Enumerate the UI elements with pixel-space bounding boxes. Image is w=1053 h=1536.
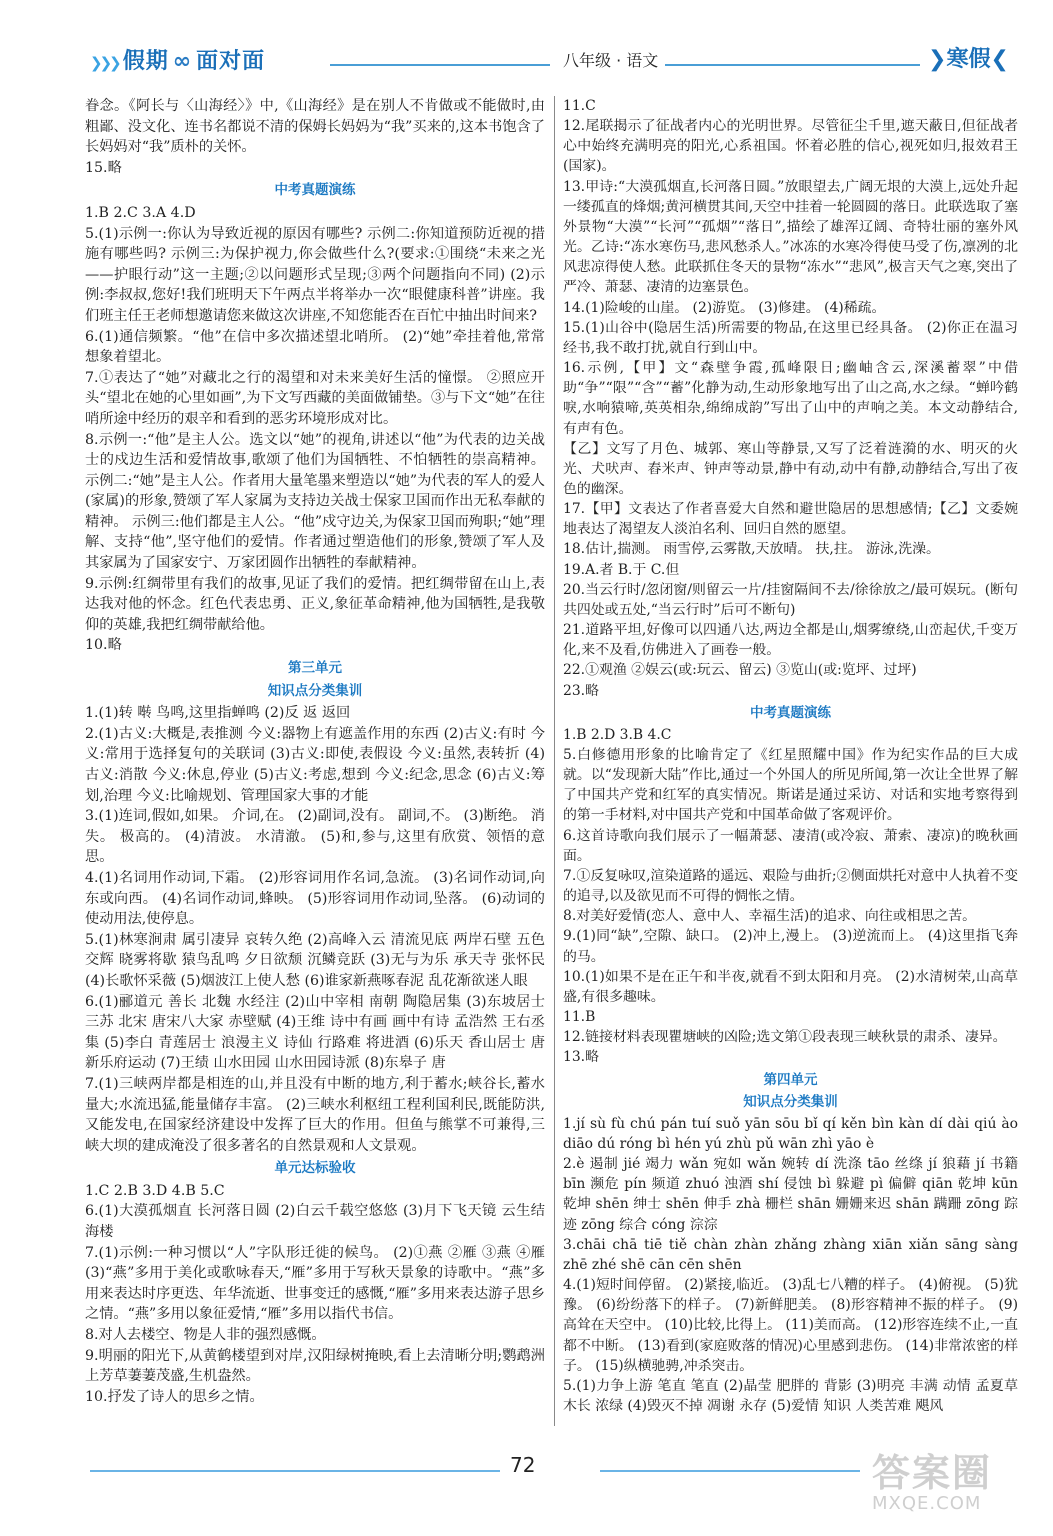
- answer-paragraph: 9.明丽的阳光下,从黄鹤楼望到对岸,汉阳绿树掩映,看上去清晰分明;鹦鹉洲上芳草萋萋茂盛,生机盎然。: [85, 1347, 545, 1385]
- section-heading: 第三单元: [288, 660, 342, 677]
- badge-text: 寒假: [946, 47, 991, 72]
- answer-paragraph: 8.对人去楼空、物是人非的强烈感慨。: [85, 1327, 326, 1344]
- section-heading: 中考真题演练: [274, 182, 356, 199]
- answer-paragraph: 7.(1)三峡两岸都是相连的山,并且没有中断的地方,利于蓄水;峡谷长,蓄水量大;水流迅猛,能量储存丰富。 (2)三峡水利枢纽工程利国利民,既能防洪,又能发电,在国家经济建设中发挥了巨大的作用。但鱼与熊掌不可兼得,三峡大坝的建成淹没了很多著名的自然景观和人文景观。: [85, 1075, 545, 1154]
- section-heading: 单元达标验收: [274, 1160, 356, 1177]
- section-heading: 知识点分类集训: [267, 682, 363, 699]
- watermark-domain: MXQE.COM: [872, 1493, 982, 1514]
- answer-paragraph: 22.①观渔 ②娱云(或:玩云、留云) ③览山(或:览坪、过坪): [563, 662, 917, 679]
- answer-paragraph: 8.对美好爱情(恋人、意中人、幸福生活)的追求、向往或相思之苦。: [563, 908, 977, 925]
- answer-paragraph: 5.(1)示例一:你认为导致近视的原因有哪些? 示例二:你知道预防近视的措施有哪些吗? 示例三:为保护视力,你会做些什么?(要求:①围绕“未来之光——护眼行动”这一主题;②以问题形式呈现;③两个问题指向不同) (2)示例:李叔叔,您好!我们班明天下午两点半将举办一次“眼健康科普”讲座。我们班主任王老师想邀请您来做这次讲座,不知您能否在百忙中抽出时间来?: [85, 225, 545, 324]
- answer-paragraph: 15.略: [85, 159, 122, 176]
- answer-paragraph: 12.链接材料表现瞿塘峡的凶险;选文第①段表现三峡秋景的肃杀、凄异。: [563, 1029, 1007, 1046]
- answer-paragraph: 7.(1)示例:一种习惯以“人”字队形迁徙的候鸟。 (2)①燕 ②雁 ③燕 ④雁 (3)“燕”多用于美化或歌咏春天,“雁”多用于写秋天景象的诗歌中。“燕”多用来表达时序更迭、年华流逝、世事变迁的感慨,“雁”多用来表达游子思乡之情。“燕”多用以象征爱情,“雁”多用以指代书信。: [85, 1244, 545, 1323]
- brand-mark-icon: ∞: [172, 49, 193, 74]
- watermark-text: 答案圈: [872, 1451, 993, 1495]
- answer-paragraph: 1.C 2.B 3.D 4.B 5.C: [85, 1182, 225, 1199]
- answer-paragraph: 14.(1)险峻的山崖。 (2)游览。 (3)修建。 (4)稀疏。: [563, 299, 886, 316]
- answer-paragraph: 7.①反复咏叹,渲染道路的遥远、艰险与曲折;②侧面烘托对意中人执着不变的追寻,以及欲见而不可得的惆怅之情。: [563, 867, 1018, 905]
- answer-paragraph: 【乙】文写了月色、城郭、寒山等静景,又写了泛着涟漪的水、明灭的火光、犬吠声、舂米声、钟声等动景,静中有动,动中有静,动静结合,写出了夜色的幽深。: [563, 440, 1018, 497]
- answer-paragraph: 10.(1)如果不是在正午和半夜,就看不到太阳和月亮。 (2)水清树荣,山高草盛,有很多趣味。: [563, 968, 1018, 1005]
- section-heading: 第四单元: [763, 1071, 818, 1088]
- answer-paragraph: 23.略: [563, 682, 599, 699]
- column-divider: [554, 96, 555, 1426]
- grade-subject-label: 八年级 · 语文: [563, 51, 659, 70]
- page-header: [0, 0, 1053, 80]
- answer-paragraph: 眷念。《阿长与〈山海经〉》中,《山海经》是在别人不肯做或不能做时,由粗鄙、没文化、连书名都说不清的保姆长妈妈为“我”买来的,这本书饱含了长妈妈对“我”质朴的关怀。: [85, 98, 545, 156]
- winter-holiday-badge: [928, 42, 1009, 73]
- answer-paragraph: 3.(1)连词,假如,如果。 介词,在。 (2)副词,没有。 副词,不。 (3)断绝。 消失。 极高的。 (4)清波。 水清澈。 (5)和,参与,这里有欣赏、领悟的意思。: [85, 808, 545, 866]
- answer-paragraph: 1.B 2.D 3.B 4.C: [563, 726, 672, 743]
- page-number: 72: [510, 1453, 536, 1477]
- answer-paragraph: 5.(1)力争上游 笔直 笔直 (2)晶莹 肥胖的 背影 (3)明亮 丰满 动情 孟夏草木长 浓绿 (4)毁灭不掉 凋谢 永存 (5)爱情 知识 人类苦难 飓风: [563, 1377, 1018, 1414]
- answer-paragraph: 20.当云行时/忽闭窗/则留云一片/挂窗隔间不去/徐徐放之/最可娱玩。(断句共四处或五处,“当云行时”后可不断句): [563, 581, 1018, 618]
- brand-text-b: 面对面: [196, 49, 266, 74]
- answer-paragraph: 21.道路平坦,好像可以四通八达,两边全都是山,烟雾缭绕,山峦起伏,千变万化,来不及看,仿佛进入了画卷一般。: [563, 622, 1018, 659]
- answer-paragraph: 4.(1)名词用作动词,下霜。 (2)形容词用作名词,急流。 (3)名词作动词,向东或向西。 (4)名词作动词,蜂映。 (5)形容词用作动词,坠落。 (6)动词的使动用法,使停息。: [85, 869, 545, 928]
- answer-paragraph: 4.(1)短时间停留。 (2)紧接,临近。 (3)乱七八糟的样子。 (4)俯视。 (5)犹豫。 (6)纷纷落下的样子。 (7)新鲜肥美。 (8)形容精神不振的样子。 (9)高耸在天空中。 (10)比较,比得上。 (11)美而高。 (12)形容连续不止,一直都不中断。 (13)看到(家庭败落的情况)心里感到悲伤。 (14)非常浓密的样子。 (15)纵横驰骋,冲杀突击。: [563, 1277, 1018, 1374]
- answer-paragraph: 2.è 遏制 jié 竭力 wǎn 宛如 wǎn 婉转 dí 洗涤 tāo 丝绦 jí 狼藉 jí 书籍 bīn 濒危 pín 频道 zhuó 浊酒 shí 侵蚀 bì 躲避 pì 偏僻 qiān 乾坤 kūn 乾坤 shēn 绅士 shēn 伸手 zhà 栅栏 shān 姗姗来迟 shān 蹒跚 zōng 踪迹 zōng 综合 cóng 淙淙: [563, 1156, 1018, 1233]
- section-heading: 中考真题演练: [750, 704, 831, 721]
- answer-paragraph: 5.白修德用形象的比喻肯定了《红星照耀中国》作为纪实作品的巨大成就。以“发现新大陆”作比,通过一个外国人的所见所闻,第一次让全世界了解了中国共产党和红军的真实情况。斯诺是通过采访、对话和实地考察得到的第一手材料,对中国共产党和中国革命做了客观评价。: [563, 747, 1018, 824]
- header-rule-left: [330, 64, 550, 66]
- answer-paragraph: 1.jí sù fù chú pán tuí suǒ yān sōu bǐ qí kěn bìn kàn dí dài qiú ào diāo dú róng bì hén yú zhù pǔ wān zhì yāo è: [563, 1115, 1018, 1152]
- answer-paragraph: 6.(1)郦道元 善长 北魏 水经注 (2)山中宰相 南朝 陶隐居集 (3)东坡居士 三苏 北宋 唐宋八大家 赤壁赋 (4)王维 诗中有画 画中有诗 孟浩然 王右丞集 (5)李白 青莲居士 浪漫主义 诗仙 行路难 将进酒 (6)乐天 香山居士 唐 新乐府运动 (7)王绩 山水田园 山水田园诗派 (8)东皋子 唐: [85, 993, 545, 1072]
- answer-column-right: [563, 96, 1018, 1416]
- answer-paragraph: 9.示例:红绸带里有我们的故事,见证了我们的爱情。把红绸带留在山上,表达我对他的怀念。红色代表忠勇、正义,象征革命精神,他为国牺牲,是我敬仰的英雄,我把红绸带献给他。: [85, 575, 545, 633]
- answer-paragraph: 10.抒发了诗人的思乡之情。: [85, 1388, 264, 1405]
- answer-paragraph: 17.【甲】文表达了作者喜爱大自然和避世隐居的思想感情;【乙】文委婉地表达了渴望友人淡泊名利、回归自然的愿望。: [563, 501, 1018, 538]
- answer-paragraph: 6.(1)大漠孤烟直 长河落日圆 (2)白云千载空悠悠 (3)月下飞天镜 云生结海楼: [85, 1203, 545, 1241]
- answer-column-left: [85, 96, 545, 1407]
- answer-paragraph: 11.B: [563, 1009, 596, 1026]
- answer-paragraph: 13.略: [563, 1049, 599, 1066]
- answer-paragraph: 6.这首诗歌向我们展示了一幅萧瑟、凄清(或冷寂、萧索、凄凉)的晚秋画面。: [563, 827, 1018, 864]
- answer-paragraph: 16.示例,【甲】文“森壁争霞,孤峰限日;幽岫含云,深溪蓄翠”中借助“争”“限”“含”“蓄”化静为动,生动形象地写出了山之高,水之绿。“蝉吟鹤唳,水响猿啼,英英相杂,绵绵成韵”写出了山中的声响之美。本文动静结合,有声有色。: [563, 360, 1018, 437]
- brand-logo: [90, 44, 265, 75]
- section-heading: 知识点分类集训: [743, 1093, 838, 1110]
- footer-rule-right: [600, 1470, 860, 1472]
- answer-paragraph: 7.①表达了“她”对藏北之行的渴望和对未来美好生活的憧憬。 ②照应开头“望北在她的心里如画”,为下文写西藏的美面做铺垫。③与下文“她”在往哨所途中经历的艰辛和看到的恶劣环境形成对比。: [85, 369, 545, 427]
- answer-paragraph: 5.(1)林寒涧肃 属引凄异 哀转久绝 (2)高峰入云 清流见底 两岸石壁 五色交辉 晓雾将歇 猿鸟乱鸣 夕日欲颓 沉鳞竞跃 (3)无与为乐 承天寺 张怀民 (4)长歌怀采薇 (5)烟波江上使人愁 (6)谁家新燕啄春泥 乱花渐欲迷人眼: [85, 931, 545, 989]
- answer-paragraph: 12.尾联揭示了征战者内心的光明世界。尽管征尘千里,遮天蔽日,但征战者心中始终充满明亮的阳光,心系祖国。怀着必胜的信心,视死如归,报效君王(国家)。: [563, 118, 1018, 175]
- chevron-icon: ❯❯❯: [90, 54, 119, 72]
- answer-paragraph: 9.(1)同“缺”,空隙、缺口。 (2)冲上,漫上。 (3)逆流而上。 (4)这里指飞奔的马。: [563, 928, 1018, 965]
- chevron-right-icon: ❯: [928, 47, 947, 72]
- watermark-logo: [872, 1442, 1032, 1530]
- footer-rule-left: [90, 1470, 500, 1472]
- answer-paragraph: 13.甲诗:“大漠孤烟直,长河落日圆。”放眼望去,广阔无垠的大漠上,远处升起一缕孤直的烽烟;黄河横贯其间,天空中挂着一轮圆圆的落日。此联选取了塞外景物“大漠”“长河”“孤烟”“落日”,描绘了雄浑辽阔、奇特壮丽的塞外风光。乙诗:“冻水寒伤马,悲风愁杀人。”冰冻的水寒冷得使马受了伤,凛冽的北风悲凉得使人愁。此联抓住冬天的景物“冻水”“悲风”,极言天气之寒,突出了严冷、萧瑟、凄清的边塞景色。: [563, 178, 1018, 296]
- chevron-left-icon: ❮: [990, 47, 1009, 72]
- answer-paragraph: 18.估计,揣测。 雨雪停,云雾散,天放晴。 扶,拄。 游泳,洗澡。: [563, 541, 940, 558]
- answer-paragraph: 15.(1)山谷中(隐居生活)所需要的物品,在这里已经具备。 (2)你正在温习经书,我不敢打扰,就自行到山中。: [563, 319, 1018, 356]
- answer-paragraph: 2.(1)古义:大概是,表推测 今义:器物上有遮盖作用的东西 (2)古义:有时 今义:常用于选择复句的关联词 (3)古义:即使,表假设 今义:虽然,表转折 (4)古义:消散 今义:休息,停业 (5)古义:考虑,想到 今义:纪念,思念 (6)古义:筹划,治理 今义:比喻规划、管理国家大事的才能: [85, 725, 545, 804]
- answer-paragraph: 1.(1)转 啭 鸟鸣,这里指蝉鸣 (2)反 返 返回: [85, 705, 351, 722]
- answer-paragraph: 11.C: [563, 98, 596, 114]
- answer-paragraph: 1.B 2.C 3.A 4.D: [85, 204, 196, 221]
- brand-text-a: 假期: [122, 49, 169, 74]
- answer-paragraph: 8.示例一:“他”是主人公。选文以“她”的视角,讲述以“他”为代表的边关战士的戍边生活和爱情故事,歌颂了他们为国牺牲、不怕牺牲的崇高精神。 示例二:“她”是主人公。作者用大量笔墨来塑造以“她”为代表的军人的爱人(家属)的形象,赞颂了军人家属为支持边关战士保家卫国而作出无私奉献的精神。 示例三:他们都是主人公。“他”戍守边关,为保家卫国而殉职;“她”理解、支持“他”,坚守他们的爱情。作者通过塑造他们的形象,赞颂了军人及其家属为了国家安宁、万家团圆作出牺牲的奉献精神。: [85, 431, 545, 572]
- answer-paragraph: 3.chāi chā tiē tiě chàn zhàn zhǎng zhàng xiān xiǎn sāng sàng zhē zhé shē cān cēn shēn: [563, 1236, 1018, 1273]
- answer-paragraph: 10.略: [85, 637, 122, 654]
- answer-paragraph: 6.(1)通信频繁。“他”在信中多次描述望北哨所。 (2)“她”牵挂着他,常常想象着望北。: [85, 328, 545, 366]
- answer-paragraph: 19.A.者 B.于 C.但: [563, 561, 680, 578]
- header-rule-right: [665, 64, 920, 66]
